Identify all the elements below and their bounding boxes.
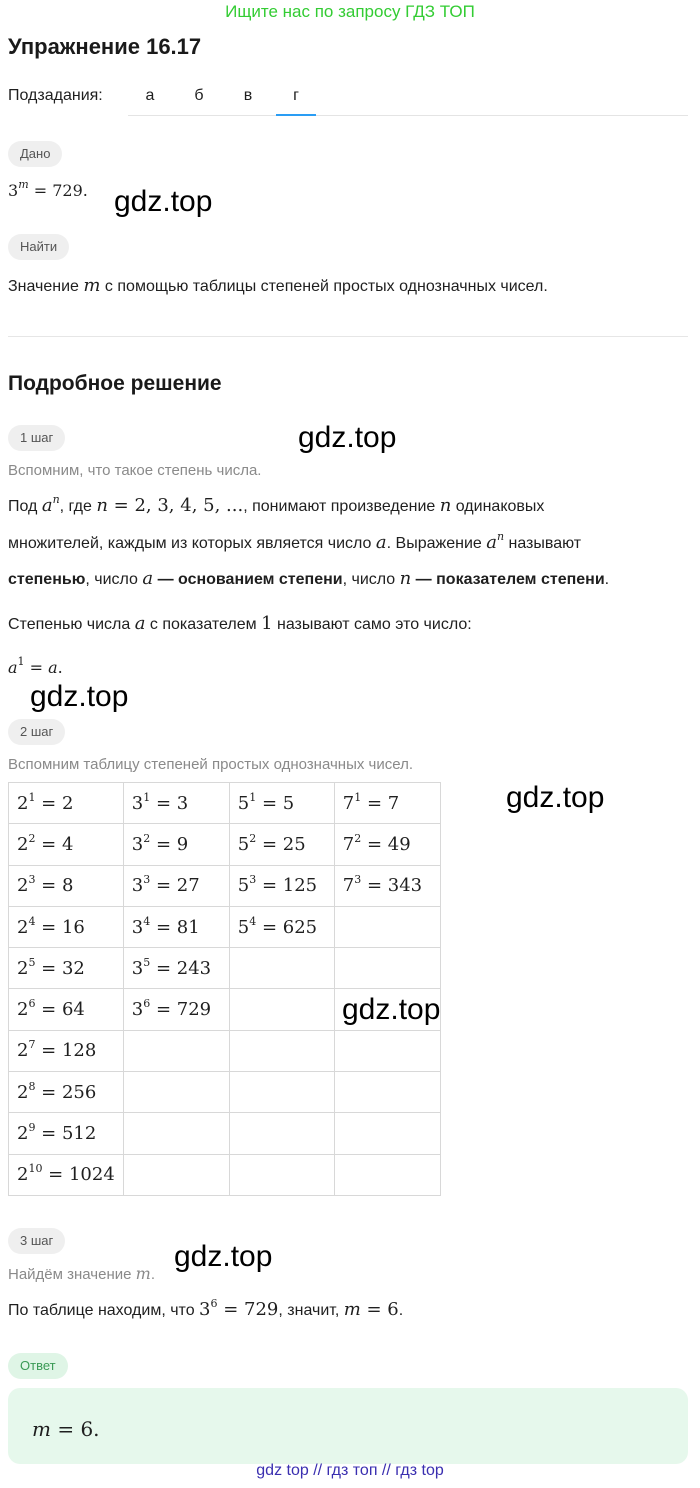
equals-sign: = bbox=[35, 1040, 62, 1062]
power-value: 729 bbox=[176, 999, 212, 1021]
power-base: 2 bbox=[17, 957, 29, 979]
find-text-before: Значение bbox=[8, 278, 84, 295]
table-cell bbox=[123, 1072, 229, 1113]
equals-sign: = bbox=[35, 999, 62, 1021]
power-base: 3 bbox=[131, 792, 144, 814]
equals-sign: = bbox=[42, 1164, 69, 1186]
step3-line-res: = 6 bbox=[360, 1299, 399, 1320]
equals-sign: = bbox=[256, 792, 283, 814]
equals-sign: = bbox=[256, 833, 283, 855]
step1-line1-base: a bbox=[41, 495, 53, 516]
table-cell bbox=[334, 783, 440, 824]
step1-line1-nvar2: n bbox=[439, 495, 452, 516]
step3-line-exp: 6 bbox=[210, 1297, 218, 1310]
power-exponent: 5 bbox=[143, 955, 151, 969]
power-base: 2 bbox=[17, 875, 29, 897]
power-exponent: 2 bbox=[28, 831, 36, 845]
step1-line3-p3: . bbox=[604, 571, 610, 588]
table-cell bbox=[229, 1113, 334, 1154]
power-base: 3 bbox=[131, 957, 144, 979]
step1-line4-p3: называют само это число: bbox=[272, 616, 472, 633]
watermark: gdz.top bbox=[30, 680, 129, 713]
equals-sign: = bbox=[256, 875, 283, 897]
given-rest: = 729. bbox=[28, 181, 88, 200]
equals-sign: = bbox=[35, 1081, 62, 1103]
solution-title: Подробное решение bbox=[8, 372, 222, 395]
section-divider bbox=[8, 336, 688, 337]
step3-line bbox=[8, 1299, 403, 1322]
power-exponent: 1 bbox=[354, 790, 362, 804]
power-value: 9 bbox=[176, 833, 189, 855]
promo-banner[interactable]: Ищите нас по запросу ГДЗ ТОП bbox=[225, 2, 475, 21]
power-base: 2 bbox=[17, 1164, 29, 1186]
step1-badge: 1 шаг bbox=[8, 425, 65, 451]
step1-line2 bbox=[8, 532, 581, 555]
equals-sign: = bbox=[150, 999, 177, 1021]
power-base: 3 bbox=[131, 875, 144, 897]
power-exponent: 2 bbox=[143, 831, 151, 845]
table-cell bbox=[123, 1113, 229, 1154]
table-row bbox=[9, 1072, 441, 1113]
power-exponent: 3 bbox=[28, 873, 36, 887]
step1-line1-p1: Под bbox=[8, 498, 42, 515]
table-cell bbox=[9, 1072, 124, 1113]
power-base: 2 bbox=[17, 833, 29, 855]
power-exponent: 6 bbox=[143, 997, 151, 1011]
power-value: 512 bbox=[61, 1123, 97, 1145]
find-text-after: с помощью таблицы степеней простых однозначных чисел. bbox=[100, 278, 548, 295]
power-exponent: 3 bbox=[249, 873, 257, 887]
find-var: m bbox=[83, 275, 101, 296]
table-row bbox=[9, 948, 441, 989]
power-base: 7 bbox=[342, 792, 355, 814]
equals-sign: = bbox=[35, 916, 62, 938]
power-value: 7 bbox=[387, 792, 400, 814]
watermark: gdz.top bbox=[506, 781, 605, 814]
step1-line4-p2: с показателем bbox=[145, 616, 262, 633]
table-row bbox=[9, 1030, 441, 1071]
table-cell bbox=[229, 783, 334, 824]
table-cell bbox=[123, 989, 229, 1030]
power-value: 256 bbox=[61, 1081, 97, 1103]
powers-table bbox=[8, 782, 441, 1196]
step1-formula-end: . bbox=[57, 658, 63, 677]
tab-b[interactable]: б bbox=[194, 87, 204, 104]
step2-intro: Вспомним таблицу степеней простых однозначных чисел. bbox=[8, 756, 413, 773]
table-cell bbox=[123, 1154, 229, 1195]
table-cell bbox=[123, 783, 229, 824]
table-cell bbox=[334, 865, 440, 906]
equals-sign: = bbox=[361, 875, 388, 897]
watermark: gdz.top bbox=[298, 421, 397, 454]
power-exponent: 4 bbox=[249, 914, 257, 928]
power-exponent: 4 bbox=[143, 914, 151, 928]
tab-g[interactable]: г bbox=[276, 76, 316, 116]
table-row bbox=[9, 1113, 441, 1154]
power-base: 5 bbox=[237, 833, 250, 855]
step3-line-mvar: m bbox=[343, 1299, 361, 1320]
power-value: 1024 bbox=[68, 1164, 115, 1186]
power-value: 2 bbox=[61, 792, 74, 814]
table-cell bbox=[123, 865, 229, 906]
table-cell bbox=[334, 1030, 440, 1071]
step1-line2-p3: называют bbox=[504, 535, 582, 552]
equals-sign: = bbox=[361, 792, 388, 814]
step1-line1-p4: одинаковых bbox=[451, 498, 545, 515]
equals-sign: = bbox=[361, 833, 388, 855]
table-cell bbox=[229, 948, 334, 989]
answer-badge: Ответ bbox=[8, 1353, 68, 1379]
power-value: 125 bbox=[282, 875, 318, 897]
find-badge: Найти bbox=[8, 234, 69, 260]
watermark: gdz.top bbox=[174, 1240, 273, 1273]
table-cell bbox=[334, 824, 440, 865]
step1-line1-p2: , где bbox=[59, 498, 97, 515]
step1-formula-rhs: a bbox=[48, 658, 58, 677]
power-base: 2 bbox=[17, 1123, 29, 1145]
table-cell bbox=[9, 824, 124, 865]
footer-links[interactable]: gdz top // гдз топ // гдз top bbox=[256, 1462, 444, 1479]
power-value: 8 bbox=[61, 875, 74, 897]
step3-intro-var: m bbox=[135, 1264, 151, 1283]
power-value: 32 bbox=[61, 957, 85, 979]
power-base: 3 bbox=[131, 833, 144, 855]
step1-line3-p2: , число bbox=[342, 571, 400, 588]
table-cell bbox=[9, 1030, 124, 1071]
answer-var: m bbox=[32, 1417, 51, 1441]
step3-line-base: 3 bbox=[199, 1299, 211, 1320]
power-base: 2 bbox=[17, 916, 29, 938]
table-cell bbox=[123, 1030, 229, 1071]
step3-line-p3: . bbox=[398, 1302, 404, 1319]
table-cell bbox=[9, 1154, 124, 1195]
power-exponent: 8 bbox=[28, 1079, 36, 1093]
power-base: 5 bbox=[237, 792, 250, 814]
power-base: 7 bbox=[342, 875, 355, 897]
power-value: 343 bbox=[387, 875, 423, 897]
table-cell bbox=[229, 989, 334, 1030]
power-exponent: 1 bbox=[249, 790, 257, 804]
power-exponent: 1 bbox=[28, 790, 36, 804]
power-exponent: 3 bbox=[354, 873, 362, 887]
equals-sign: = bbox=[35, 875, 62, 897]
equals-sign: = bbox=[150, 833, 177, 855]
power-base: 2 bbox=[17, 1081, 29, 1103]
table-cell bbox=[334, 1113, 440, 1154]
equals-sign: = bbox=[150, 792, 177, 814]
step1-line1-p3: , понимают произведение bbox=[243, 498, 440, 515]
watermark: gdz.top bbox=[342, 993, 441, 1026]
subtasks-tabs bbox=[128, 76, 688, 116]
step3-intro bbox=[8, 1263, 155, 1286]
answer-rest: = 6. bbox=[50, 1417, 100, 1441]
step1-line1 bbox=[8, 495, 544, 518]
equals-sign: = bbox=[150, 916, 177, 938]
step1-line3-avar: a bbox=[142, 568, 154, 589]
power-exponent: 2 bbox=[249, 831, 257, 845]
step3-line-p1: По таблице находим, что bbox=[8, 1302, 200, 1319]
power-base: 3 bbox=[131, 999, 144, 1021]
tab-v[interactable]: в bbox=[243, 87, 253, 104]
power-value: 81 bbox=[176, 916, 200, 938]
power-base: 2 bbox=[17, 792, 29, 814]
power-value: 128 bbox=[61, 1040, 97, 1062]
power-value: 3 bbox=[176, 792, 189, 814]
step1-line2-p2: . Выражение bbox=[386, 535, 487, 552]
power-value: 25 bbox=[282, 833, 306, 855]
step2-badge: 2 шаг bbox=[8, 719, 65, 745]
table-row bbox=[9, 906, 441, 947]
find-text bbox=[8, 275, 548, 298]
power-exponent: 9 bbox=[28, 1121, 36, 1135]
step1-line3 bbox=[8, 568, 609, 591]
given-exponent: m bbox=[18, 178, 29, 191]
power-base: 3 bbox=[131, 916, 144, 938]
power-value: 243 bbox=[176, 957, 212, 979]
step1-line3-bold2: — основанием степени bbox=[153, 571, 343, 588]
power-exponent: 10 bbox=[28, 1162, 43, 1176]
table-cell bbox=[334, 1154, 440, 1195]
equals-sign: = bbox=[150, 875, 177, 897]
power-base: 5 bbox=[237, 916, 250, 938]
power-value: 5 bbox=[282, 792, 295, 814]
step1-line1-seq: = 2, 3, 4, 5, ... bbox=[107, 495, 244, 516]
equals-sign: = bbox=[35, 792, 62, 814]
table-cell bbox=[229, 1030, 334, 1071]
given-badge: Дано bbox=[8, 141, 62, 167]
table-cell bbox=[229, 824, 334, 865]
table-cell bbox=[9, 865, 124, 906]
power-exponent: 6 bbox=[28, 997, 36, 1011]
given-base: 3 bbox=[8, 181, 19, 200]
step1-intro: Вспомним, что такое степень числа. bbox=[8, 462, 262, 479]
power-base: 2 bbox=[17, 1040, 29, 1062]
table-cell bbox=[229, 1072, 334, 1113]
table-cell bbox=[9, 989, 124, 1030]
table-cell bbox=[123, 906, 229, 947]
step1-line2-base: a bbox=[486, 532, 497, 553]
table-cell bbox=[9, 783, 124, 824]
step1-formula-base: a bbox=[8, 658, 18, 677]
answer-box bbox=[8, 1388, 688, 1464]
step1-line4-one: 1 bbox=[261, 613, 273, 634]
subtasks-label: Подзадания: bbox=[8, 87, 103, 104]
step3-badge: 3 шаг bbox=[8, 1228, 65, 1254]
given-equation bbox=[8, 180, 88, 202]
answer-equation bbox=[32, 1417, 100, 1441]
equals-sign: = bbox=[256, 916, 283, 938]
table-cell bbox=[229, 906, 334, 947]
table-cell bbox=[229, 1154, 334, 1195]
table-row bbox=[9, 783, 441, 824]
power-exponent: 2 bbox=[354, 831, 362, 845]
table-cell bbox=[229, 865, 334, 906]
watermark: gdz.top bbox=[114, 185, 213, 218]
step1-line3-nvar: n bbox=[399, 568, 412, 589]
equals-sign: = bbox=[35, 833, 62, 855]
step1-line1-nvar: n bbox=[96, 495, 108, 516]
table-row bbox=[9, 1154, 441, 1195]
table-cell bbox=[123, 948, 229, 989]
power-value: 64 bbox=[61, 999, 85, 1021]
power-base: 5 bbox=[237, 875, 250, 897]
step1-line4 bbox=[8, 613, 472, 636]
power-value: 16 bbox=[61, 916, 85, 938]
step1-line3-bold3: — показателем степени bbox=[411, 571, 605, 588]
power-exponent: 7 bbox=[28, 1038, 36, 1052]
table-cell bbox=[334, 1072, 440, 1113]
equals-sign: = bbox=[35, 957, 62, 979]
step1-formula-rest: = bbox=[24, 658, 49, 677]
step1-line3-bold1: степенью bbox=[8, 571, 86, 588]
tab-a[interactable]: а bbox=[145, 87, 155, 104]
step1-line3-p1: , число bbox=[85, 571, 143, 588]
table-cell bbox=[334, 906, 440, 947]
step1-line4-p1: Степенью числа bbox=[8, 616, 135, 633]
power-value: 49 bbox=[387, 833, 411, 855]
power-value: 4 bbox=[61, 833, 74, 855]
page-title: Упражнение 16.17 bbox=[8, 34, 202, 59]
step3-intro-end: . bbox=[150, 1266, 155, 1283]
step1-line2-exp: n bbox=[496, 530, 505, 543]
equals-sign: = bbox=[35, 1123, 62, 1145]
table-row bbox=[9, 865, 441, 906]
table-cell bbox=[9, 906, 124, 947]
step1-line1-exp: n bbox=[52, 493, 60, 506]
step1-formula-exp: 1 bbox=[17, 655, 25, 668]
step3-line-p2: , значит, bbox=[278, 1302, 344, 1319]
step1-line4-avar: a bbox=[134, 613, 146, 634]
power-base: 2 bbox=[17, 999, 29, 1021]
step1-line2-p1: множителей, каждым из которых является число bbox=[8, 535, 376, 552]
power-exponent: 1 bbox=[143, 790, 151, 804]
power-exponent: 5 bbox=[28, 955, 36, 969]
table-cell bbox=[9, 1113, 124, 1154]
step3-line-eq: = 729 bbox=[217, 1299, 279, 1320]
power-value: 27 bbox=[176, 875, 200, 897]
power-value: 625 bbox=[282, 916, 318, 938]
table-row bbox=[9, 824, 441, 865]
power-exponent: 4 bbox=[28, 914, 36, 928]
table-cell bbox=[334, 948, 440, 989]
step1-formula bbox=[8, 657, 63, 679]
table-cell bbox=[123, 824, 229, 865]
table-cell bbox=[9, 948, 124, 989]
step3-intro-text: Найдём значение bbox=[8, 1266, 136, 1283]
step1-line2-avar: a bbox=[375, 532, 387, 553]
power-base: 7 bbox=[342, 833, 355, 855]
equals-sign: = bbox=[150, 957, 177, 979]
power-exponent: 3 bbox=[143, 873, 151, 887]
